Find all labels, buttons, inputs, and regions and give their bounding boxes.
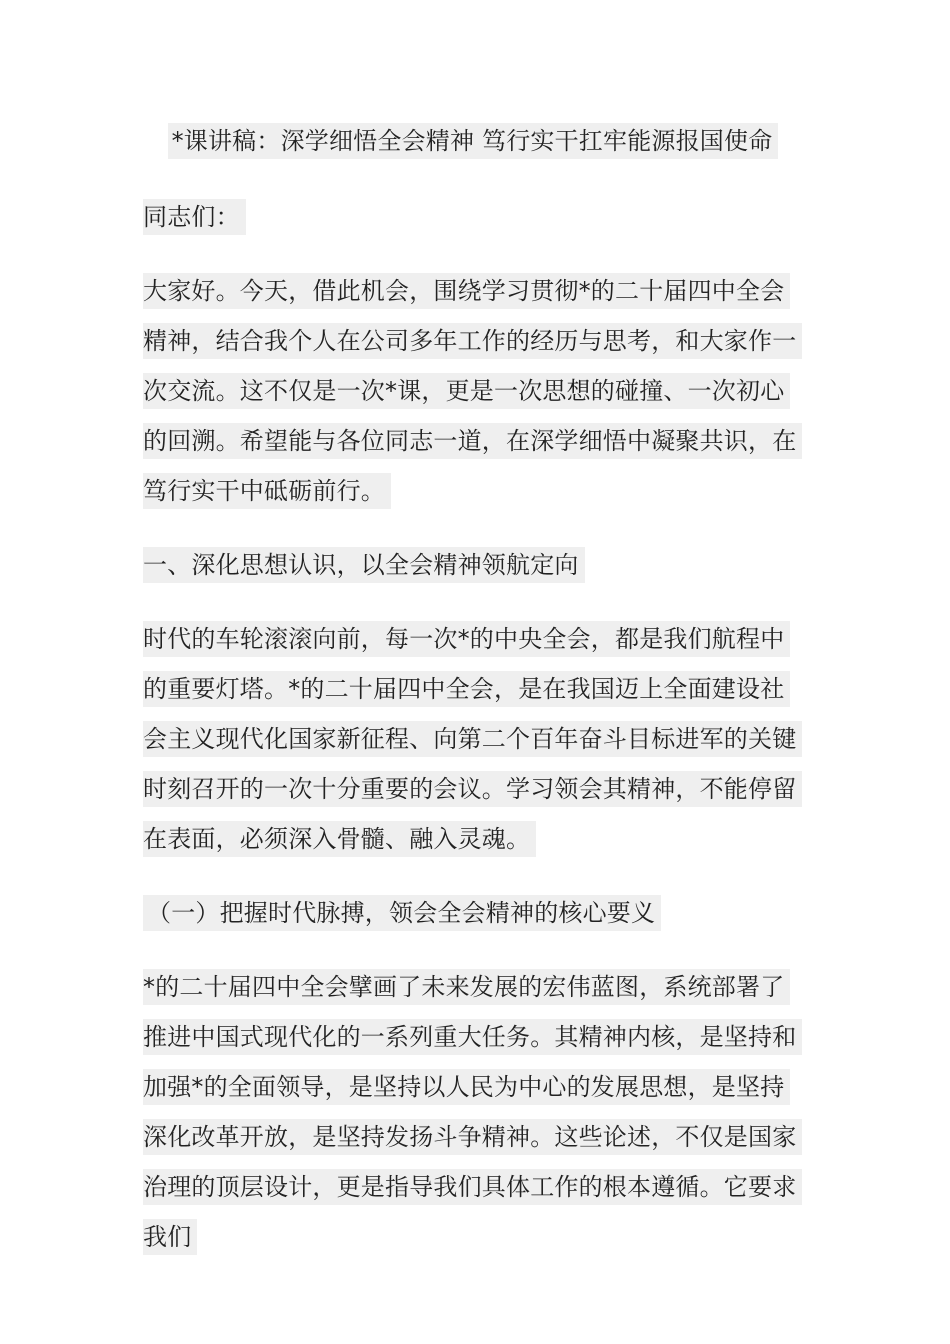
salutation-text: 同志们：	[143, 199, 246, 235]
document-title	[143, 116, 803, 166]
subsection-heading	[143, 888, 803, 938]
document-title-text: *课讲稿：深学细悟全会精神 笃行实干扛牢能源报国使命	[168, 123, 779, 159]
subsection-heading-text: （一）把握时代脉搏，领会全会精神的核心要义	[143, 895, 661, 931]
intro-paragraph	[143, 266, 803, 516]
section-heading	[143, 540, 803, 590]
intro-paragraph-text: 大家好。今天，借此机会，围绕学习贯彻*的二十届四中全会精神，结合我个人在公司多年工作的经历与思考，和大家作一次交流。这不仅是一次*课，更是一次思想的碰撞、一次初心的回溯。希望能与各位同志一道，在深学细悟中凝聚共识，在笃行实干中砥砺前行。	[143, 273, 802, 509]
subsection-paragraph	[143, 962, 803, 1262]
subsection-paragraph-text: *的二十届四中全会擘画了未来发展的宏伟蓝图，系统部署了推进中国式现代化的一系列重大任务。其精神内核，是坚持和加强*的全面领导，是坚持以人民为中心的发展思想，是坚持深化改革开放，是坚持发扬斗争精神。这些论述，不仅是国家治理的顶层设计，更是指导我们具体工作的根本遵循。它要求我们	[143, 969, 802, 1255]
document-body	[143, 116, 803, 1286]
salutation	[143, 192, 803, 242]
section-heading-text: 一、深化思想认识，以全会精神领航定向	[143, 547, 585, 583]
section-paragraph-text: 时代的车轮滚滚向前，每一次*的中央全会，都是我们航程中的重要灯塔。*的二十届四中全会，是在我国迈上全面建设社会主义现代化国家新征程、向第二个百年奋斗目标进军的关键时刻召开的一次十分重要的会议。学习领会其精神，不能停留在表面，必须深入骨髓、融入灵魂。	[143, 621, 802, 857]
section-paragraph	[143, 614, 803, 864]
